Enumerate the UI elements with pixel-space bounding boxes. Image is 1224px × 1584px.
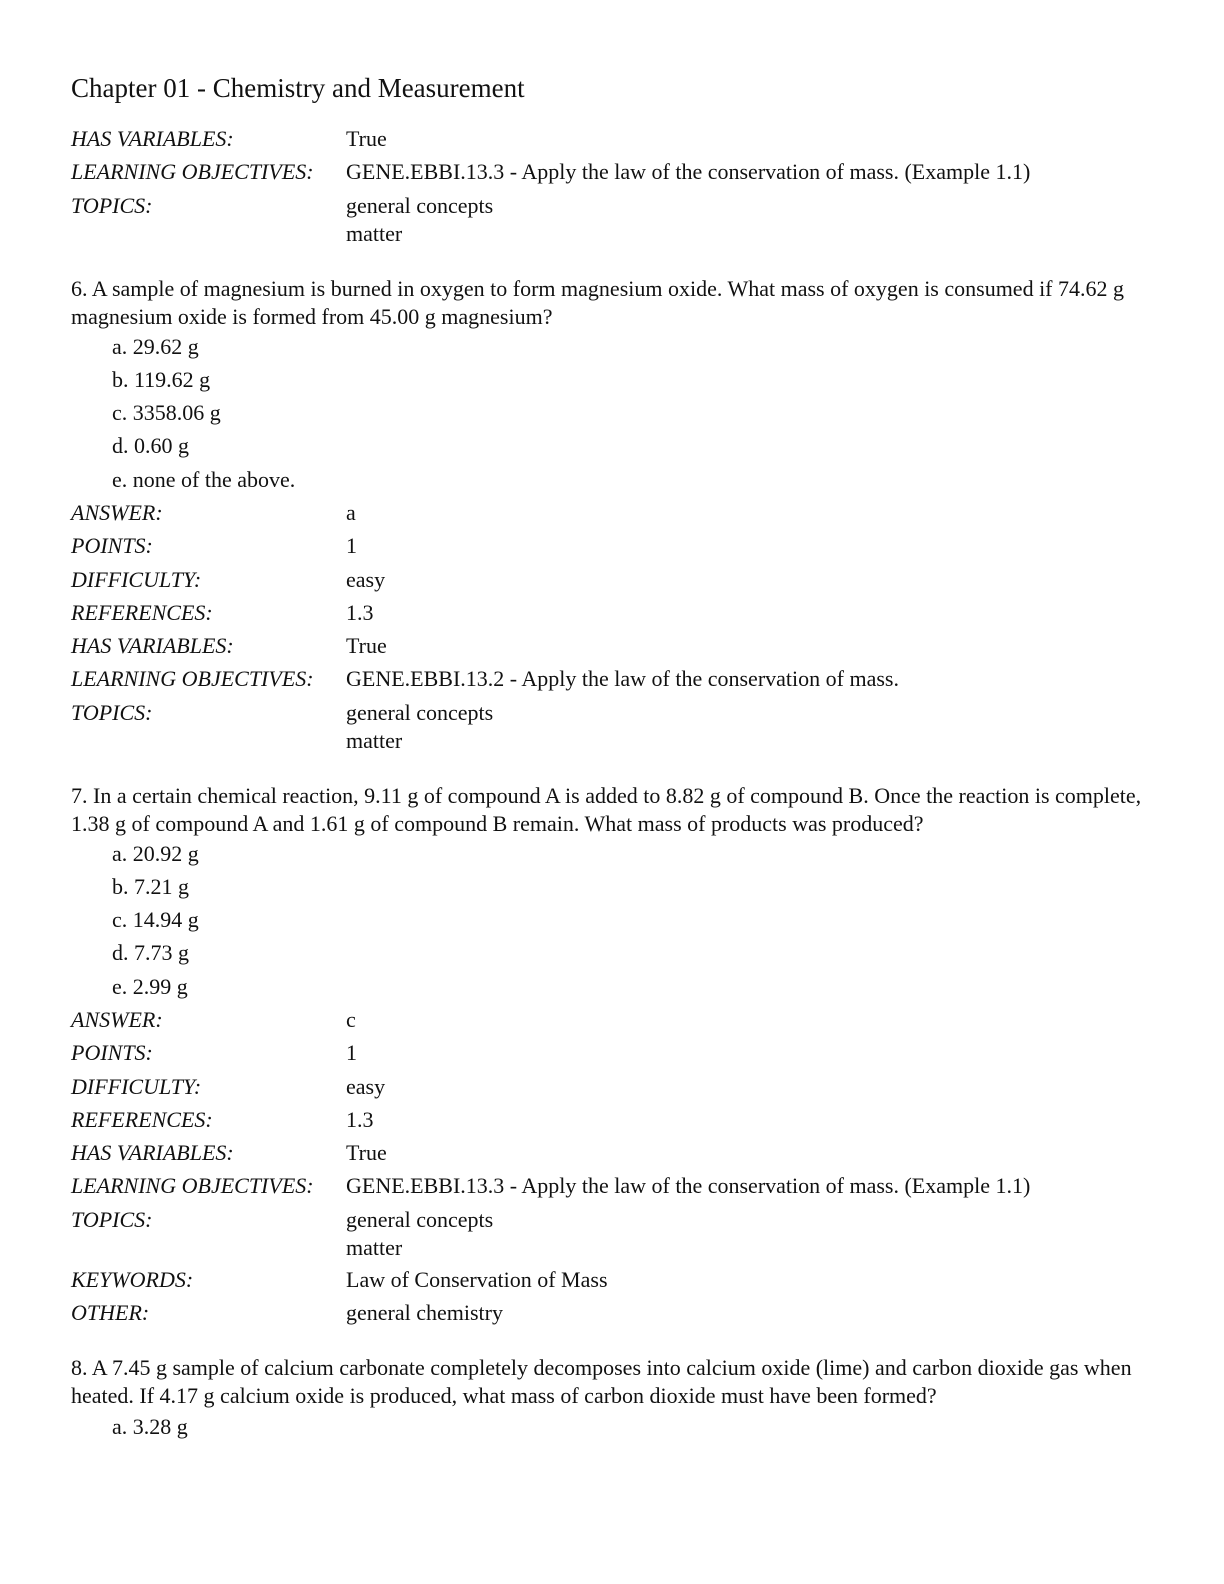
- meta-value: easy: [346, 567, 386, 592]
- meta-value: 1.3: [346, 600, 374, 625]
- meta-value: 1: [346, 1040, 357, 1065]
- meta-value: general concepts: [346, 193, 494, 218]
- meta-label: DIFFICULTY:: [71, 567, 202, 592]
- meta-label: HAS VARIABLES:: [71, 1140, 234, 1165]
- meta-value: 1.3: [346, 1107, 374, 1132]
- meta-value: GENE.EBBI.13.3 - Apply the law of the conservation of mass. (Example 1.1): [346, 159, 1031, 184]
- meta-value: matter: [346, 728, 403, 753]
- meta-label: DIFFICULTY:: [71, 1074, 202, 1099]
- meta-value: GENE.EBBI.13.3 - Apply the law of the conservation of mass. (Example 1.1): [346, 1173, 1031, 1198]
- meta-value: matter: [346, 1235, 403, 1260]
- q6-choice-e: e. none of the above.: [112, 467, 296, 492]
- meta-label: POINTS:: [71, 1040, 153, 1065]
- meta-value: general concepts: [346, 1207, 494, 1232]
- meta-label: HAS VARIABLES:: [71, 633, 234, 658]
- meta-label: LEARNING OBJECTIVES:: [71, 1173, 314, 1198]
- meta-value: True: [346, 126, 387, 151]
- meta-label: LEARNING OBJECTIVES:: [71, 159, 314, 184]
- meta-label: ANSWER:: [71, 1007, 163, 1032]
- q6-choice-c: c. 3358.06 g: [112, 400, 221, 425]
- meta-label: POINTS:: [71, 533, 153, 558]
- meta-label: OTHER:: [71, 1300, 150, 1325]
- meta-value: general concepts: [346, 700, 494, 725]
- q6-choice-b: b. 119.62 g: [112, 367, 211, 392]
- meta-value: c: [346, 1007, 356, 1032]
- meta-value: GENE.EBBI.13.2 - Apply the law of the conservation of mass.: [346, 666, 899, 691]
- meta-value: easy: [346, 1074, 386, 1099]
- meta-label: ANSWER:: [71, 500, 163, 525]
- meta-label: HAS VARIABLES:: [71, 126, 234, 151]
- chapter-title: Chapter 01 - Chemistry and Measurement: [71, 73, 525, 103]
- meta-label: TOPICS:: [71, 1207, 153, 1232]
- q7-choice-d: d. 7.73 g: [112, 940, 189, 965]
- question-8-text: 8. A 7.45 g sample of calcium carbonate completely decomposes into calcium oxide (lime) and carbon dioxide gas when heated. If 4.17 g calcium oxide is produced, what mass of carbon dioxide must have been formed?: [71, 1355, 1132, 1408]
- meta-value: 1: [346, 533, 357, 558]
- meta-value: matter: [346, 221, 403, 246]
- q6-choice-a: a. 29.62 g: [112, 334, 199, 359]
- meta-value: general chemistry: [346, 1300, 503, 1325]
- q7-choice-c: c. 14.94 g: [112, 907, 199, 932]
- meta-value: a: [346, 500, 356, 525]
- question-7-text: 7. In a certain chemical reaction, 9.11 g of compound A is added to 8.82 g of compound B. Once the reaction is complete, 1.38 g of compound A and 1.61 g of compound B remain. What mass of products was produced?: [71, 783, 1142, 836]
- meta-label: REFERENCES:: [71, 600, 213, 625]
- q7-choice-b: b. 7.21 g: [112, 874, 189, 899]
- meta-label: TOPICS:: [71, 193, 153, 218]
- question-6-text: 6. A sample of magnesium is burned in oxygen to form magnesium oxide. What mass of oxygen is consumed if 74.62 g magnesium oxide is formed from 45.00 g magnesium?: [71, 276, 1125, 329]
- q6-choice-d: d. 0.60 g: [112, 433, 189, 458]
- meta-value: Law of Conservation of Mass: [346, 1267, 608, 1292]
- meta-label: LEARNING OBJECTIVES:: [71, 666, 314, 691]
- meta-value: True: [346, 633, 387, 658]
- meta-label: KEYWORDS:: [71, 1267, 194, 1292]
- q7-choice-a: a. 20.92 g: [112, 841, 199, 866]
- q7-choice-e: e. 2.99 g: [112, 974, 188, 999]
- q8-choice-a: a. 3.28 g: [112, 1414, 188, 1439]
- meta-label: TOPICS:: [71, 700, 153, 725]
- meta-value: True: [346, 1140, 387, 1165]
- meta-label: REFERENCES:: [71, 1107, 213, 1132]
